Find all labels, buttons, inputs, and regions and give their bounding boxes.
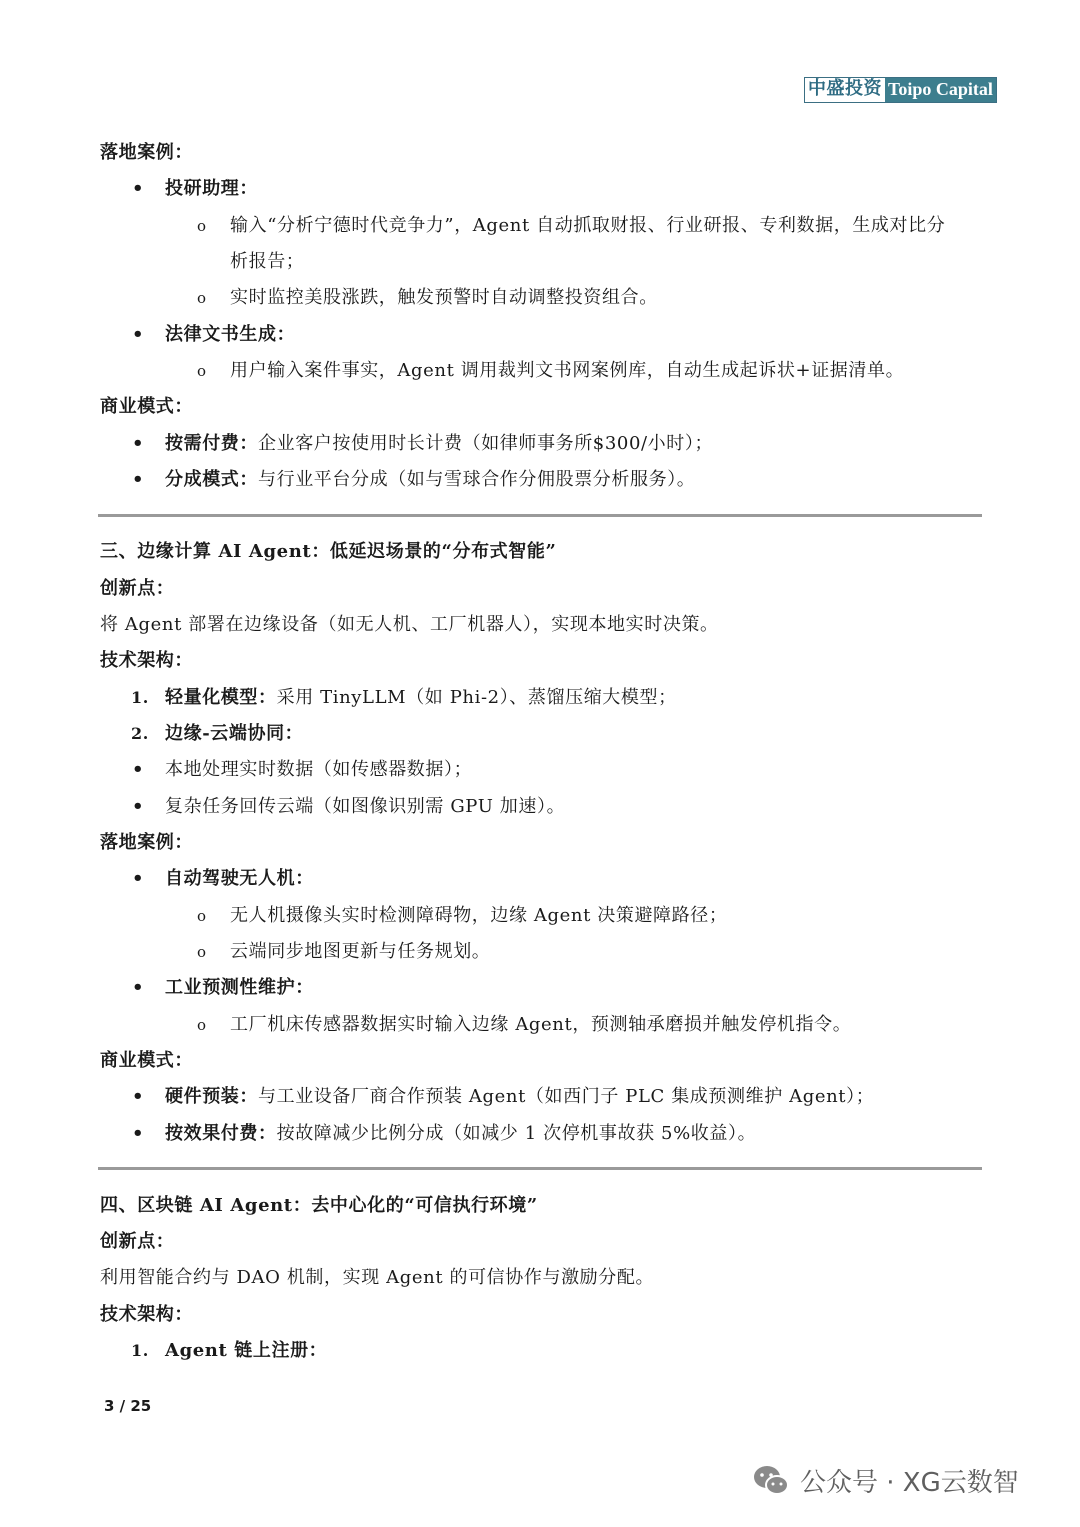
logo-en: Toipo Capital xyxy=(885,78,996,102)
watermark-text: 公众号 · XG云数智 xyxy=(800,1468,1019,1498)
heading-innovation: 创新点： xyxy=(100,578,175,599)
heading-cases: 落地案例： xyxy=(100,832,193,853)
heading-innovation: 创新点： xyxy=(100,1231,175,1252)
sub-bullet-text: 用户输入案件事实，Agent 调用裁判文书网案例库，自动生成起诉状+证据清单。 xyxy=(230,360,905,381)
bullet-marker: • xyxy=(132,324,145,345)
bullet-text: 复杂任务回传云端（如图像识别需 GPU 加速）。 xyxy=(165,796,566,817)
numbered-text: 采用 TinyLLM（如 Phi-2）、蒸馏压缩大模型； xyxy=(276,687,677,708)
bullet-marker: • xyxy=(132,1086,145,1107)
bullet-label: 硬件预装： xyxy=(165,1086,258,1107)
heading-architecture: 技术架构： xyxy=(100,650,193,671)
bullet-text: 与工业设备厂商合作预装 Agent（如西门子 PLC 集成预测维护 Agent）； xyxy=(258,1086,875,1107)
number-marker: 1. xyxy=(131,1341,149,1360)
company-logo xyxy=(804,77,997,103)
bullet-marker: • xyxy=(132,796,145,817)
numbered-label: 边缘-云端协同： xyxy=(165,723,304,744)
wechat-icon xyxy=(752,1464,790,1498)
bullet-text: 本地处理实时数据（如传感器数据）； xyxy=(165,759,473,780)
circle-marker: o xyxy=(197,289,207,307)
bullet-label: 法律文书生成： xyxy=(165,324,296,345)
bullet-marker: • xyxy=(132,977,145,998)
logo-cn: 中盛投资 xyxy=(805,78,885,102)
paragraph: 利用智能合约与 DAO 机制，实现 Agent 的可信协作与激励分配。 xyxy=(100,1267,655,1288)
bullet-marker: • xyxy=(132,433,145,454)
heading-business: 商业模式： xyxy=(100,396,193,417)
bullet-marker: • xyxy=(132,759,145,780)
bullet-label: 按需付费： xyxy=(165,433,258,454)
circle-marker: o xyxy=(197,1016,207,1034)
bullet-marker: • xyxy=(132,178,145,199)
bullet-marker: • xyxy=(132,868,145,889)
bullet-label: 按效果付费： xyxy=(165,1123,277,1144)
circle-marker: o xyxy=(197,907,207,925)
bullet-text: 企业客户按使用时长计费（如律师事务所$300/小时）； xyxy=(258,433,714,454)
bullet-label: 分成模式： xyxy=(165,469,258,490)
circle-marker: o xyxy=(197,362,207,380)
watermark xyxy=(752,1462,1019,1499)
bullet-marker: • xyxy=(132,469,145,490)
number-marker: 2. xyxy=(131,724,149,743)
sub-bullet-text: 析报告； xyxy=(230,251,305,272)
bullet-marker: • xyxy=(132,1123,145,1144)
paragraph: 将 Agent 部署在边缘设备（如无人机、工厂机器人），实现本地实时决策。 xyxy=(100,614,719,635)
section-4-title: 四、区块链 AI Agent：去中心化的“可信执行环境” xyxy=(100,1195,538,1216)
number-marker: 1. xyxy=(131,688,149,707)
section-divider xyxy=(98,1167,982,1170)
bullet-label: 投研助理： xyxy=(165,178,258,199)
sub-bullet-text: 输入“分析宁德时代竞争力”，Agent 自动抓取财报、行业研报、专利数据，生成对比分 xyxy=(230,215,946,236)
bullet-label: 自动驾驶无人机： xyxy=(165,868,314,889)
sub-bullet-text: 云端同步地图更新与任务规划。 xyxy=(230,941,491,962)
heading-business: 商业模式： xyxy=(100,1050,193,1071)
bullet-text: 按故障减少比例分成（如减少 1 次停机事故获 5%收益）。 xyxy=(276,1123,757,1144)
heading-cases: 落地案例： xyxy=(100,142,193,163)
heading-architecture: 技术架构： xyxy=(100,1304,193,1325)
sub-bullet-text: 实时监控美股涨跌，触发预警时自动调整投资组合。 xyxy=(230,287,658,308)
section-3-title: 三、边缘计算 AI Agent：低延迟场景的“分布式智能” xyxy=(100,541,557,562)
numbered-label: 轻量化模型： xyxy=(165,687,277,708)
numbered-label: Agent 链上注册： xyxy=(165,1340,328,1361)
sub-bullet-text: 工厂机床传感器数据实时输入边缘 Agent，预测轴承磨损并触发停机指令。 xyxy=(230,1014,852,1035)
section-divider xyxy=(98,514,982,517)
sub-bullet-text: 无人机摄像头实时检测障碍物，边缘 Agent 决策避障路径； xyxy=(230,905,728,926)
bullet-label: 工业预测性维护： xyxy=(165,977,314,998)
page-number: 3 / 25 xyxy=(104,1397,152,1415)
bullet-text: 与行业平台分成（如与雪球合作分佣股票分析服务）。 xyxy=(258,469,696,490)
circle-marker: o xyxy=(197,943,207,961)
circle-marker: o xyxy=(197,217,207,235)
